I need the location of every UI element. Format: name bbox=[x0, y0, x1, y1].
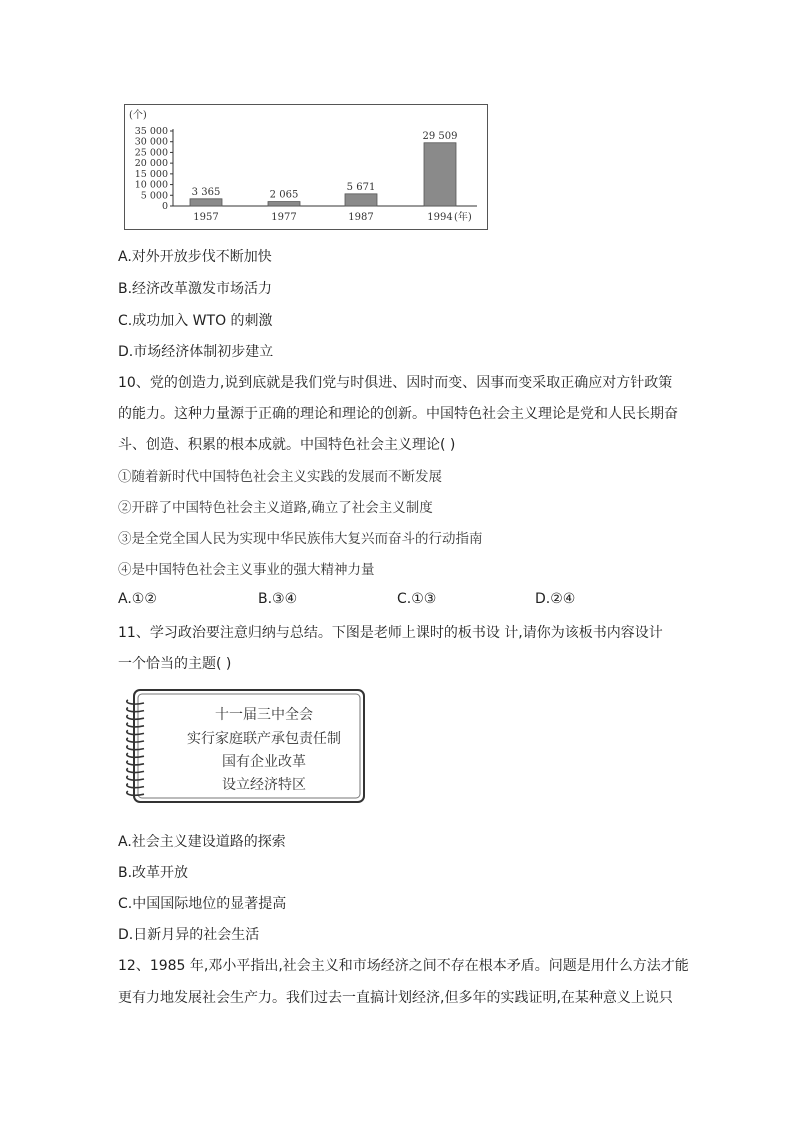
data-label: 5 671 bbox=[346, 181, 376, 193]
q10-stem-line-1: 10、党的创造力,说到底就是我们党与时俱进、因时而变、因事而变采取正确应对方针政策 bbox=[118, 375, 673, 391]
x-tick-label: 1977 bbox=[271, 212, 297, 223]
q9-option-c: C.成功加入 WTO 的刺激 bbox=[118, 313, 273, 329]
y-tick-label: 10 000 bbox=[134, 179, 168, 191]
q10-options bbox=[118, 591, 678, 611]
q10-stem-line-3: 斗、创造、积累的根本成就。中国特色社会主义理论( ) bbox=[118, 437, 456, 453]
bar bbox=[424, 143, 456, 206]
q11-stem-line-1: 11、学习政治要注意归纳与总结。下图是老师上课时的板书设 计,请你为该板书内容设计 bbox=[118, 625, 663, 641]
q10-stem-line-2: 的能力。这种力量源于正确的理论和理论的创新。中国特色社会主义理论是党和人民长期奋 bbox=[118, 406, 678, 422]
q10-statement-1: ①随着新时代中国特色社会主义实践的发展而不断发展 bbox=[118, 469, 442, 485]
board-line-4: 设立经济特区 bbox=[222, 777, 306, 793]
data-label: 3 365 bbox=[191, 186, 221, 198]
y-tick-label: 30 000 bbox=[134, 136, 168, 148]
q9-option-a: A.对外开放步伐不断加快 bbox=[118, 249, 272, 265]
q12-stem-line-1: 12、1985 年,邓小平指出,社会主义和市场经济之间不存在根本矛盾。问题是用什么方法才能 bbox=[118, 958, 689, 974]
q10-statement-3: ③是全党全国人民为实现中华民族伟大复兴而奋斗的行动指南 bbox=[118, 531, 483, 547]
q11-option-c: C.中国国际地位的显著提高 bbox=[118, 896, 287, 912]
x-axis-unit-label: (年) bbox=[454, 212, 472, 223]
q10-statement-2: ②开辟了中国特色社会主义道路,确立了社会主义制度 bbox=[118, 500, 433, 516]
bar bbox=[268, 202, 300, 206]
q10-statement-4: ④是中国特色社会主义事业的强大精神力量 bbox=[118, 562, 375, 578]
q11-option-a: A.社会主义建设道路的探索 bbox=[118, 834, 286, 850]
q11-stem-line-2: 一个恰当的主题( ) bbox=[118, 656, 232, 672]
x-tick-label: 1994 bbox=[427, 212, 453, 223]
q10-option-b: B.③④ bbox=[258, 591, 298, 607]
x-tick-label: 1987 bbox=[348, 212, 374, 223]
q10-option-a: A.①② bbox=[118, 591, 157, 607]
q9-option-b: B.经济改革激发市场活力 bbox=[118, 281, 273, 297]
data-label: 2 065 bbox=[269, 189, 299, 201]
q10-option-d: D.②④ bbox=[535, 591, 576, 607]
x-tick-label: 1957 bbox=[193, 212, 219, 223]
q10-option-c: C.①③ bbox=[397, 591, 437, 607]
board-line-2: 实行家庭联产承包责任制 bbox=[187, 731, 341, 747]
blackboard-notebook bbox=[124, 688, 368, 806]
bar bbox=[190, 199, 222, 206]
y-tick-label: 20 000 bbox=[134, 158, 168, 170]
q11-option-b: B.改革开放 bbox=[118, 865, 189, 881]
y-tick-label: 35 000 bbox=[134, 126, 168, 137]
board-line-3: 国有企业改革 bbox=[222, 754, 306, 770]
bar bbox=[345, 194, 377, 206]
board-line-1: 十一届三中全会 bbox=[215, 707, 313, 723]
y-tick-label: 25 000 bbox=[134, 147, 168, 159]
q9-option-d: D.市场经济体制初步建立 bbox=[118, 344, 274, 360]
q11-option-d: D.日新月异的社会生活 bbox=[118, 927, 260, 943]
y-axis-unit-label: (个) bbox=[129, 110, 147, 121]
q12-stem-line-2: 更有力地发展社会生产力。我们过去一直搞计划经济,但多年的实践证明,在某种意义上说只 bbox=[118, 990, 673, 1006]
bar-chart bbox=[124, 104, 488, 230]
data-label: 29 509 bbox=[422, 130, 458, 142]
chart-svg bbox=[125, 105, 487, 229]
y-tick-label: 0 bbox=[161, 201, 168, 212]
y-tick-label: 15 000 bbox=[134, 168, 168, 180]
y-tick-label: 5 000 bbox=[140, 190, 168, 202]
